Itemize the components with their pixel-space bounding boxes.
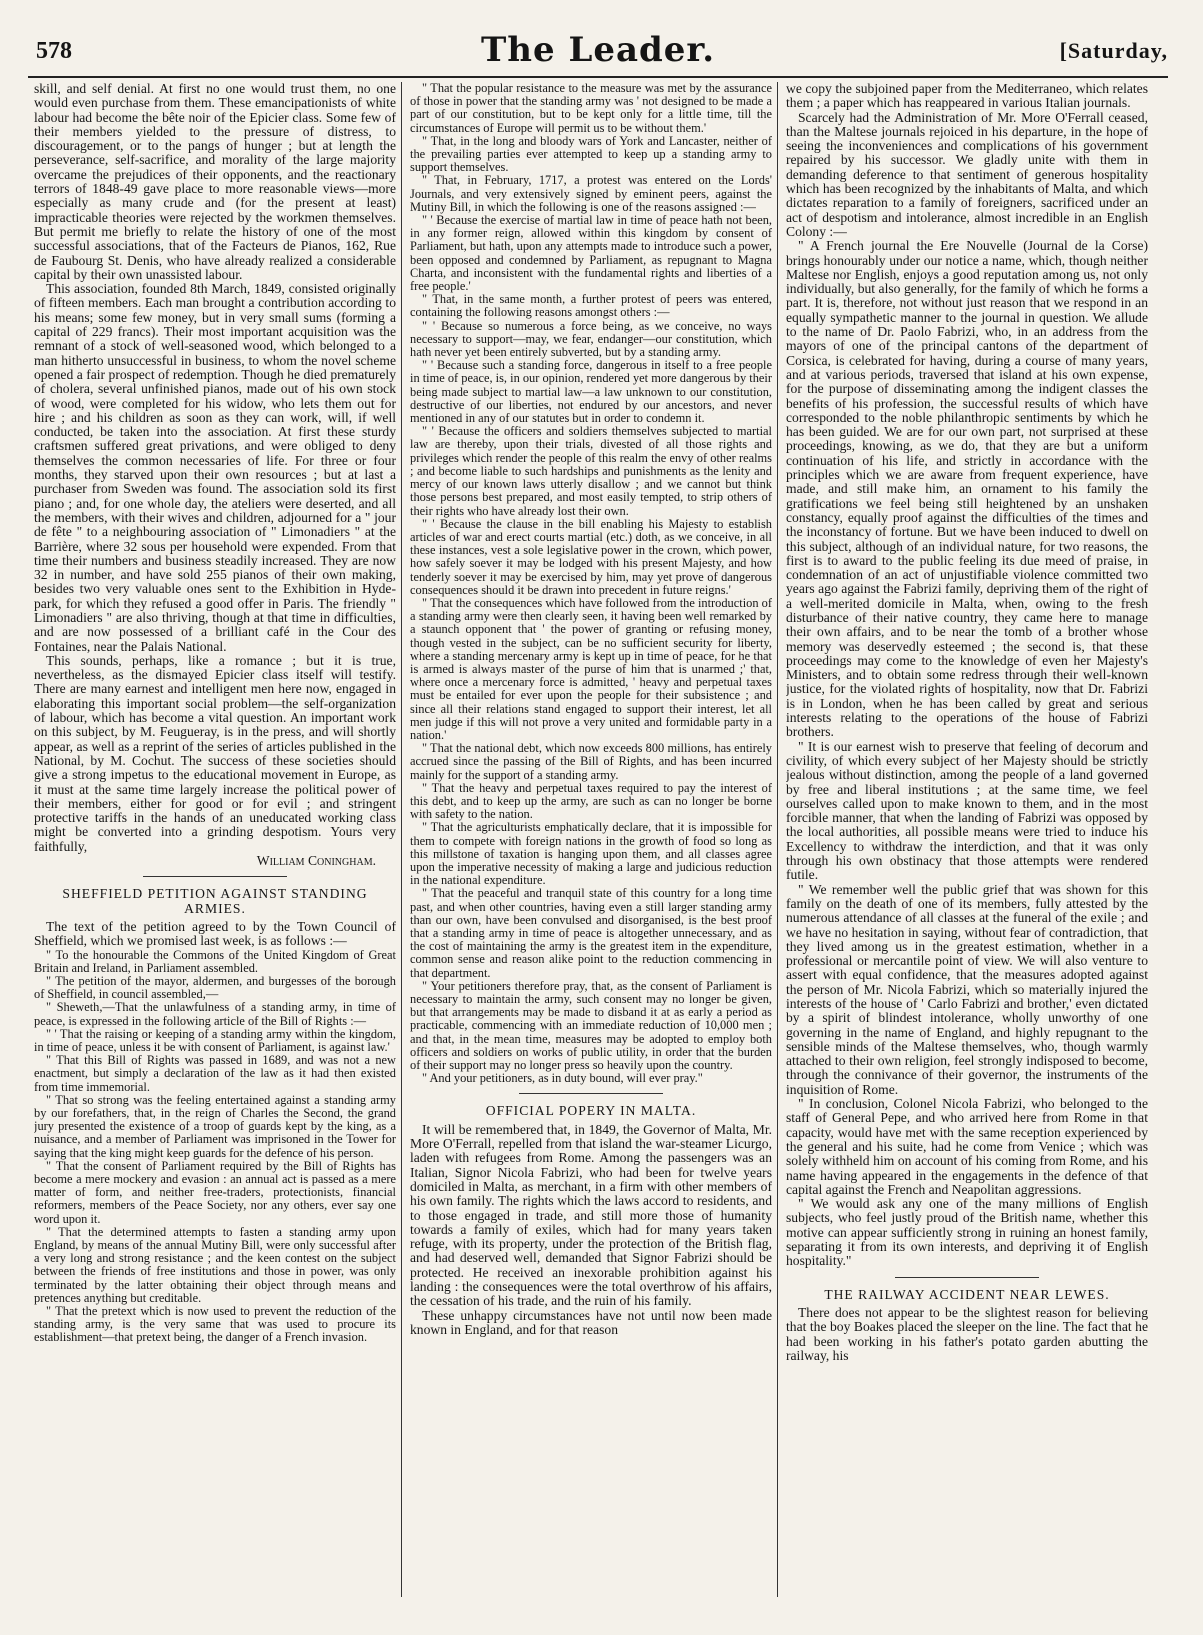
article-paragraph: " That the heavy and perpetual taxes required to pay the interest of this debt, and to keep up the army, are such as can no longer be borne with safety to the nation.	[410, 780, 772, 822]
article-paragraph: " To the honourable the Commons of the United Kingdom of Great Britain and Ireland, in Parliament assembled.	[34, 947, 396, 975]
article-heading: THE RAILWAY ACCIDENT NEAR LEWES.	[824, 1286, 1110, 1302]
column-divider	[777, 82, 778, 1597]
article-paragraph: Scarcely had the Administration of Mr. More O'Ferrall ceased, than the Maltese journals rejoiced in his departure, in the hope of seeing the inconveniences and complications of his government repaired by his successor. We gladly unite with them in demanding deference to that sentiment of generous hospitality which has been recognized by the inhabitants of Malta, and which dictates reparation to a family of foreigners, sacrificed under an act of despotism and intolerance, almost incredible in an English Colony :—	[786, 109, 1148, 239]
section-rule	[895, 1277, 1040, 1278]
article-paragraph: skill, and self denial. At first no one would trust them, no one would even purchase from them. These emancipationists of white labour had become the bête noir of the Epicier class. Some few of their members yielded to the pressure of distress, to discouragement, or to the pangs of hunger ; but at length the perseverance, self-sacrifice, and morality of the large majority overcame the prejudices of their opponents, and the reactionary terrors of 1848-49 gave place to more reasonable views—more especially as many crude and (for the present at least) impracticable theories were rejected by the workmen themselves. But permit me briefly to relate the history of one of the most successful associations, that of the Facteurs de Pianos, 162, Rue de Faubourg St. Denis, who have already realized a considerable capital by their own unassisted labour.	[34, 82, 396, 282]
article-paragraph: " ' Because so numerous a force being, as we conceive, no ways necessary to support—may, we fear, endanger—our constitution, which hath never yet been entirely subverted, but by a standing army.	[410, 318, 772, 360]
article-paragraph: " That, in the same month, a further protest of peers was entered, containing the following reasons amongst others :—	[410, 292, 772, 320]
article-paragraph: " That the pretext which is now used to prevent the reduction of the standing army, is the very same that was used to procure its establishment—that pretext being, the danger of a French invasion.	[34, 1304, 396, 1345]
signature: William Coningham.	[256, 853, 376, 869]
article-paragraph: " ' That the raising or keeping of a standing army within the kingdom, in time of peace, unless it be with consent of Parliament, is against law.'	[34, 1026, 396, 1054]
article-paragraph: " That the determined attempts to fasten a standing army upon England, by means of the annual Mutiny Bill, were only successful after a very long and strong resistance ; and the keen contest on the subject between the friends of free institutions and those in power, was only terminated by the latter obtaining their object through means and pretences anything but creditable.	[34, 1224, 396, 1305]
column-2	[410, 82, 772, 1602]
article-paragraph: " It is our earnest wish to preserve that feeling of decorum and civility, of which every subject of her Majesty should be strictly jealous without distinction, among the people of a land governed by free and liberal institutions ; at the same time, we feel ourselves called upon to make known to them, and in the most forcible manner, that when the landing of Fabrizi was opposed by the local authorities, all possible means were tried to induce his Excellency to withdraw the interdiction, and that it was only through his own obstinacy that those attempts were rendered futile.	[786, 738, 1148, 883]
article-paragraph: " That the agriculturists emphatically declare, that it is impossible for them to compete with foreign nations in the growth of food so long as this millstone of taxation is hanging upon them, and all classes agree upon the imperative necessity of making a large and judicious reduction in the national expenditure.	[410, 820, 772, 888]
article-paragraph: These unhappy circumstances have not until now been made known in England, and for that reason	[410, 1307, 772, 1337]
article-paragraph: " Your petitioners therefore pray, that, as the consent of Parliament is necessary to maintain the army, such consent may no longer be given, but that arrangements may be made to disband it at as early a period as practicable, commencing with an immediate reduction of 10,000 men ; and that, in the mean time, measures may be adopted to employ both officers and soldiers on works of public utility, in order that the burden of their support may no longer press so heavily upon the country.	[410, 978, 772, 1073]
article-paragraph: " A French journal the Ere Nouvelle (Journal de la Corse) brings honourably under our notice a name, which, though neither Maltese nor English, enjoys a good reputation among us, not only individually, but also generally, for the family of which he forms a part. It is, therefore, not without just reason that we respond in an equally sympathetic manner to the journal in question. We allude to the name of Dr. Paolo Fabrizi, who, in an address from the mayors of one of the principal cantons of the department of Corsica, is celebrated for having, during a course of many years, and at various periods, traversed that island at his own expense, for the purpose of disseminating among the indigent classes the benefits of his profession, the successful results of which have corresponded to the noble philanthropic sentiments by which he has been guided. We are for our own part, not surprised at these proceedings, knowing, as we do, that they are but a uniform continuation of his life, and strictly in accordance with the principles which we are aware from frequent experience, have made, and still make him, an ornament to his family the gratifications we feel being still heightened by an unshaken constancy, equally proof against the difficulties of the times and the inconstancy of fortune. But we have been induced to dwell on this subject, although of an individual nature, for two reasons, the first is to award to the public feeling its due meed of praise, in condemnation of an act of unjustifiable violence committed two years ago against the Fabrizi family, depriving them of the right of a well-merited domicile in Malta, when, owing to the fresh disturbance of their native country, they came here to manage their own affairs, and to be near the tomb of a brother whose memory was deservedly esteemed ; the second is, that these proceedings may come to the knowledge of even her Majesty's Ministers, and to obtain some redress through their well-known justice, for the violated rights of hospitality, now that Dr. Fabrizi is in London, when he has been called by great and serious interests relating to the operations of the house of Fabrizi brothers.	[786, 238, 1148, 740]
article-paragraph: " ' Because the exercise of martial law in time of peace hath not been, in any former reign, allowed within this kingdom by consent of Parliament, but hath, upon any attempts made to introduce such a power, been opposed and condemned by Parliament, as repugnant to Magna Charta, and inconsistent with the fundamental rights and liberties of a free people.'	[410, 213, 772, 294]
article-paragraph: " We remember well the public grief that was shown for this family on the death of one of its members, fully attested by the numerous attendance of all classes at the funeral of the exile ; and we have no hesitation in saying, without fear of contradiction, that they lived among us in the greatest estimation, whether in a professional or mercantile point of view. We will also venture to assert with equal confidence, that the measures adopted against the person of Mr. Nicola Fabrizi, which so materially injured the interests of the house of ' Carlo Fabrizi and brother,' even dictated by a spirit of blindest intolerance, wholly unworthy of one governing in the name of England, and highly repugnant to the sensible minds of the Maltese themselves, who, though warmly attached to their own religion, feel strongly indisposed to become, through the connivance of their governor, the instruments of the inquisition of Rome.	[786, 881, 1148, 1097]
page-number: 578	[36, 38, 72, 64]
article-paragraph: There does not appear to be the slightest reason for believing that the boy Boakes placed the sleeper on the line. The fact that he had been working in his father's potato garden abutting the railway, his	[786, 1304, 1148, 1363]
article-paragraph: we copy the subjoined paper from the Mediterraneo, which relates them ; a paper which has reappeared in various Italian journals.	[786, 82, 1148, 111]
issue-day: [Saturday,	[1059, 38, 1168, 63]
article-paragraph: This association, founded 8th March, 1849, consisted originally of fifteen members. Each man brought a contribution according to his means; some few money, but in very small sums (forming a capital of 229 francs). Their most important acquisition was the remnant of a stock of well-seasoned wood, which belonged to a man hitherto unsuccessful in business, to whom the novel scheme opened a fair prospect of redemption. Though he died prematurely of cholera, several unfinished pianos, made out of his own stock of wood, were completed for his widow, who lets them out for hire ; and his children as soon as they can work, will, if well conducted, be taken into the association. At first these sturdy craftsmen suffered great privations, and were obliged to deny themselves the common necessaries of life. For three or four months, they starved upon their own resources ; but at last a purchaser from Sweden was found. The association sold its first piano ; and, for one whole day, the ateliers were deserted, and all the members, with their wives and children, adjourned for a " jour de fête " to a neighbouring association of " Limonadiers " at the Barrière, where 32 sous per household were expended. From that time their numbers and business steadily increased. They are now 32 in number, and have sold 255 pianos of their own making, besides two very valuable ones sent to the Exhibition in Hyde-park, for which they refused a good offer in Paris. The friendly " Limonadiers " are also thriving, though at that time in difficulties, and are now possessed of a brilliant café in the Cour des Fontaines, near the Palais National.	[34, 281, 396, 654]
section-rule	[143, 876, 288, 877]
article-paragraph: " In conclusion, Colonel Nicola Fabrizi, who belonged to the staff of General Pepe, and who arrived here from Rome in that capacity, would have met with the same reception experienced by the general and his suite, had he come from Venice ; which was solely withheld him on account of his coming from Rome, and his name having appeared in the engagements in the defence of that capital against the French and Neapolitan aggressions.	[786, 1096, 1148, 1197]
column-divider	[401, 82, 402, 1597]
article-paragraph: " ' Because the clause in the bill enabling his Majesty to establish articles of war and erect courts martial (etc.) doth, as we conceive, in all these instances, vest a sole legislative power in the crown, which power, how safely soever it may be lodged with his present Majesty, and how tenderly soever it may be exercised by him, may yet prove of dangerous consequences should it be drawn into precedent in future reigns.'	[410, 516, 772, 597]
page-header	[28, 30, 1168, 72]
masthead-title: The Leader.	[480, 30, 716, 70]
article-paragraph: " That so strong was the feeling entertained against a standing army by our forefathers, that, in the reign of Charles the Second, the grand jury presented the existence of a troop of guards kept by the king, as a nuisance, and a member of Parliament was imprisoned in the Tower for saying that the king might keep guards for the defence of his person.	[34, 1092, 396, 1160]
article-paragraph: " That, in February, 1717, a protest was entered on the Lords' Journals, and very extensively signed by eminent peers, against the Mutiny Bill, in which the following is one of the reasons assigned :—	[410, 173, 772, 214]
article-paragraph: " ' Because such a standing force, dangerous in itself to a free people in time of peace, is, in our opinion, rendered yet more dangerous by their being made subject to martial law—a law unknown to our constitution, destructive of our liberties, not endured by our ancestors, and never mentioned in any of our statutes but in order to condemn it.	[410, 358, 772, 426]
article-paragraph: " That the consequences which have followed from the introduction of a standing army were then clearly seen, it having been well remarked by a staunch opponent that ' the power of granting or refusing money, though vested in the subject, can be no sufficient security for liberty, where a standing mercenary army is kept up in time of peace, for he that is armed is always master of the purse of him that is unarmed ;' that, where once a mercenary force is admitted, ' heavy and perpetual taxes must be entailed for ever upon the people for their subsistence ; and since all their relations stand engaged to support their interest, let all men judge if this will not prove a very united and formidable party in a nation.'	[410, 595, 772, 742]
article-paragraph: " That this Bill of Rights was passed in 1689, and was not a new enactment, but simply a declaration of the law as it had then existed from time immemorial.	[34, 1053, 396, 1094]
column-3	[786, 82, 1148, 1602]
article-paragraph: " Sheweth,—That the unlawfulness of a standing army, in time of peace, is expressed in the following article of the Bill of Rights :—	[34, 1000, 396, 1028]
article-paragraph: " We would ask any one of the many millions of English subjects, who feel justly proud of the British name, whether this motive can appear sufficiently strong in ruining an honest family, separating it from its own interests, and depriving it of English hospitality."	[786, 1196, 1148, 1269]
column-1	[34, 82, 396, 1602]
section-rule	[519, 1093, 664, 1094]
article-heading: OFFICIAL POPERY IN MALTA.	[485, 1103, 697, 1119]
header-rule	[28, 76, 1168, 78]
article-paragraph: The text of the petition agreed to by the Town Council of Sheffield, which we promised last week, is as follows :—	[34, 918, 396, 949]
article-paragraph: " That the popular resistance to the measure was met by the assurance of those in power that the standing army was ' not designed to be made a part of our constitution, but to be kept only for a little time, till the circumstances of Europe will permit us to be without them.'	[410, 82, 772, 135]
article-paragraph: " And your petitioners, as in duty bound, will ever pray."	[422, 1071, 703, 1086]
article-paragraph: " That, in the long and bloody wars of York and Lancaster, neither of the prevailing parties ever attempted to keep up a standing army to support themselves.	[410, 133, 772, 175]
article-paragraph: " That the peaceful and tranquil state of this country for a long time past, and when other countries, having even a still larger standing army than our own, have been convulsed and disorganised, is the best proof that a standing army in time of peace is altogether unnecessary, and as the cost of maintaining the army is the greatest item in the expenditure, common sense and reason alike point to the reduction commencing in that department.	[410, 886, 772, 980]
article-paragraph: " That the national debt, which now exceeds 800 millions, has entirely accrued since the passing of the Bill of Rights, and has been incurred mainly for the support of a standing army.	[410, 741, 772, 782]
article-heading: SHEFFIELD PETITION AGAINST STANDING ARMIES.	[62, 886, 368, 916]
article-paragraph: " That the consent of Parliament required by the Bill of Rights has become a mere mockery and evasion : an annual act is passed as a mere matter of form, and neither free-traders, protectionists, financial reformers, members of the Peace Society, nor any others, ever say one word upon it.	[34, 1158, 396, 1226]
article-paragraph: This sounds, perhaps, like a romance ; but it is true, nevertheless, as the dismayed Epicier class itself will testify. There are many earnest and intelligent men here now, engaged in elaborating this important social problem—the self-organization of labour, which has become a vital question. An important work on this subject, by M. Feugueray, is in the press, and will shortly appear, as well as a reprint of the series of articles published in the National, by M. Cochut. The success of these societies should give a strong impetus to the educational movement in Europe, as it must at the same time largely increase the political power of their members, either for good or for evil ; and stringent protective tariffs in the hands of an uneducated working class might be converted into a grinding despotism. Yours very faithfully,	[34, 652, 396, 854]
article-paragraph: " ' Because the officers and soldiers themselves subjected to martial law are thereby, upon their trials, divested of all those rights and privileges which render the people of this realm the envy of other realms ; and become liable to such hardships and punishments as the lenity and mercy of our known laws utterly disallow ; and we cannot but think those persons best prepared, and most easily tempted, to strip others of their rights who have already lost their own.	[410, 424, 772, 518]
article-paragraph: " The petition of the mayor, aldermen, and burgesses of the borough of Sheffield, in council assembled,—	[34, 973, 396, 1002]
article-paragraph: It will be remembered that, in 1849, the Governor of Malta, Mr. More O'Ferrall, repelled from that island the war-steamer Licurgo, laden with refugees from Rome. Among the passengers was an Italian, Signor Nicola Fabrizi, who had been for twelve years domiciled in Malta, as merchant, in a firm with other members of his own family. The rights which the laws accord to residents, and to those engaged in trade, and still more those of humanity towards a family of exiles, which had for many years taken refuge, with its property, under the protection of the British flag, and had deserved well, demanded that Signor Fabrizi should be protected. He received an inexorable prohibition against his landing : the consequences were the total overthrow of his affairs, the cessation of his trade, and the ruin of his family.	[410, 1121, 772, 1309]
